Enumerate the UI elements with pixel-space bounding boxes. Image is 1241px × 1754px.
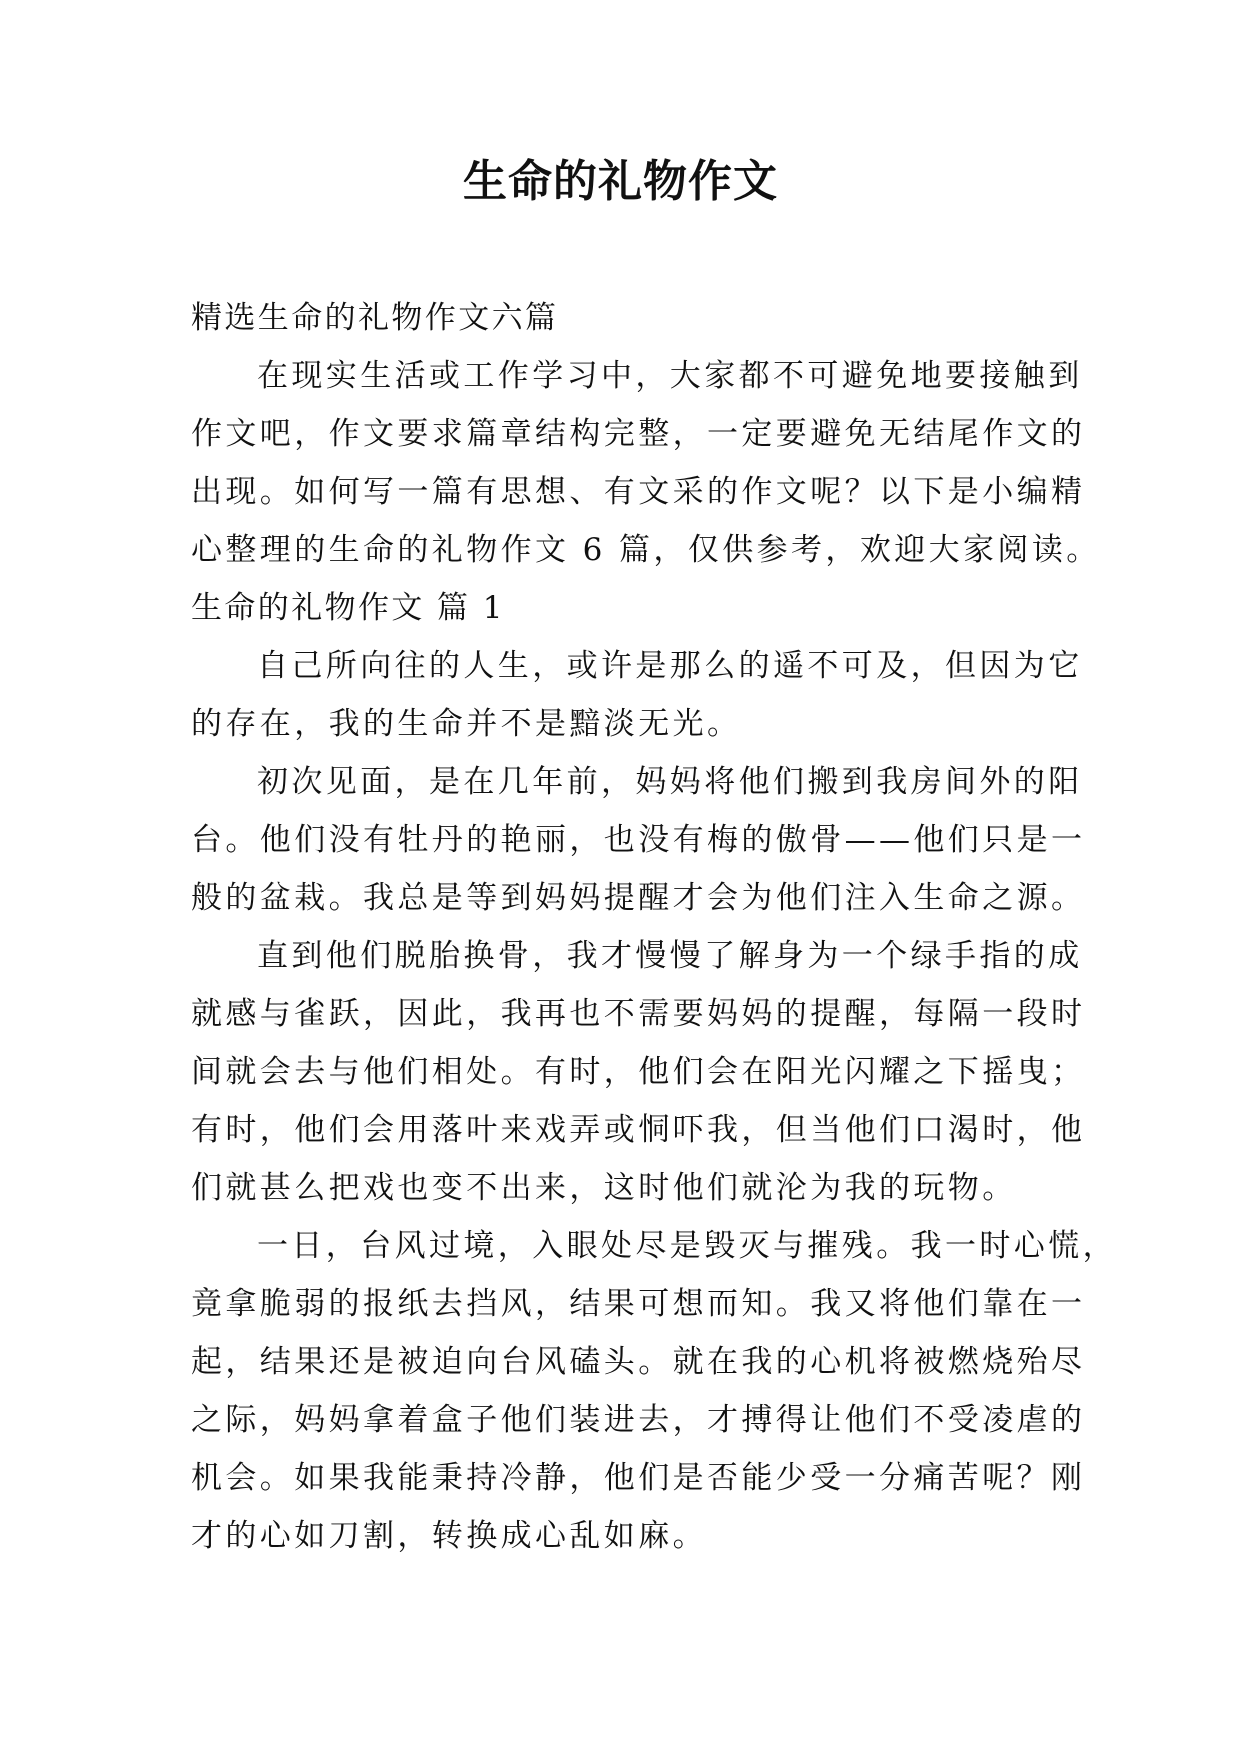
paragraph-line: 就感与雀跃，因此，我再也不需要妈妈的提醒，每隔一段时 xyxy=(191,996,1086,1032)
paragraph-line: 一日，台风过境，入眼处尽是毁灭与摧残。我一时心慌， xyxy=(257,1228,1117,1264)
paragraph-line: 之际，妈妈拿着盒子他们装进去，才搏得让他们不受凌虐的 xyxy=(191,1402,1086,1438)
paragraph-line: 直到他们脱胎换骨，我才慢慢了解身为一个绿手指的成 xyxy=(257,938,1083,974)
paragraph-line: 初次见面，是在几年前，妈妈将他们搬到我房间外的阳 xyxy=(257,764,1083,800)
paragraph-line: 机会。如果我能秉持冷静，他们是否能少受一分痛苦呢？刚 xyxy=(191,1460,1086,1496)
paragraph-line: 作文吧，作文要求篇章结构完整，一定要避免无结尾作文的 xyxy=(191,416,1086,452)
section-heading-line: 精选生命的礼物作文六篇 xyxy=(191,300,559,336)
paragraph-line: 有时，他们会用落叶来戏弄或恫吓我，但当他们口渴时，他 xyxy=(191,1112,1086,1148)
paragraph-line: 台。他们没有牡丹的艳丽，也没有梅的傲骨——他们只是一 xyxy=(191,822,1086,858)
paragraph-line: 的存在，我的生命并不是黯淡无光。 xyxy=(191,706,742,742)
document-body xyxy=(191,289,1117,1565)
paragraph-line: 出现。如何写一篇有思想、有文采的作文呢？以下是小编精 xyxy=(191,474,1086,510)
paragraph-line: 才的心如刀割，转换成心乱如麻。 xyxy=(191,1518,707,1554)
paragraph-line: 们就甚么把戏也变不出来，这时他们就沦为我的玩物。 xyxy=(191,1170,1017,1206)
document-title: 生命的礼物作文 xyxy=(463,156,778,207)
paragraph-line: 在现实生活或工作学习中，大家都不可避免地要接触到 xyxy=(257,358,1083,394)
paragraph-line: 间就会去与他们相处。有时，他们会在阳光闪耀之下摇曳； xyxy=(191,1054,1086,1090)
paragraph-line: 心整理的生命的礼物作文 6 篇，仅供参考，欢迎大家阅读。 xyxy=(191,532,1101,568)
paragraph-line: 般的盆栽。我总是等到妈妈提醒才会为他们注入生命之源。 xyxy=(191,880,1086,916)
paragraph-line: 起，结果还是被迫向台风磕头。就在我的心机将被燃烧殆尽 xyxy=(191,1344,1086,1380)
section-heading-line: 生命的礼物作文 篇 1 xyxy=(191,590,505,626)
paragraph-line: 自己所向往的人生，或许是那么的遥不可及，但因为它 xyxy=(257,648,1083,684)
paragraph-line: 竟拿脆弱的报纸去挡风，结果可想而知。我又将他们靠在一 xyxy=(191,1286,1086,1322)
